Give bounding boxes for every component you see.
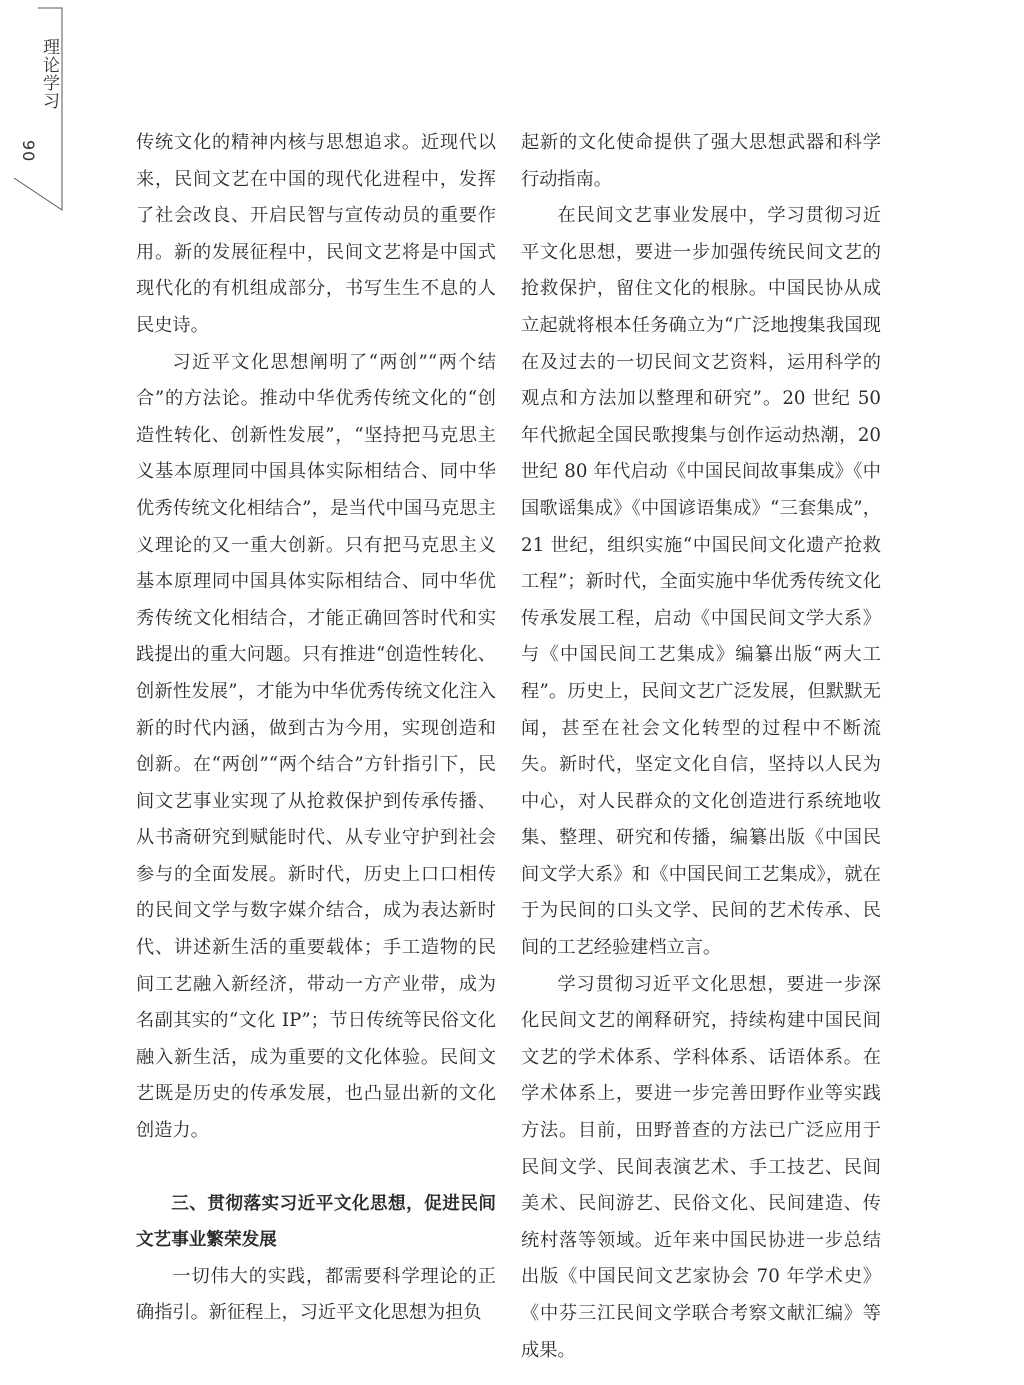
- left-paragraph-2: 习近平文化思想阐明了“两创”“两个结合”的方法论。推动中华优秀传统文化的“创造性转化、创新性发展”，“坚持把马克思主义基本原理同中国具体实际相结合、同中华优秀传统文化相结合”，是当代中国马克思主义理论的又一重大创新。只有把马克思主义基本原理同中国具体实际相结合、同中华优秀传统文化相结合，才能正确回答时代和实践提出的重大问题。只有推进“创造性转化、创新性发展”，才能为中华优秀传统文化注入新的时代内涵，做到古为今用，实现创造和创新。在“两创”“两个结合”方针指引下，民间文艺事业实现了从抢救保护到传承传播、从书斋研究到赋能时代、从专业守护到社会参与的全面发展。新时代，历史上口口相传的民间文学与数字媒介结合，成为表达新时代、讲述新生活的重要载体；手工造物的民间工艺融入新经济，带动一方产业带，成为名副其实的“文化 IP”；节日传统等民俗文化融入新生活，成为重要的文化体验。民间文艺既是历史的传承发展，也凸显出新的文化创造力。: [136, 351, 496, 1142]
- section-tab: [0, 0, 64, 212]
- section-heading: 三、贯彻落实习近平文化思想，促进民间文艺事业繁荣发展: [136, 1193, 496, 1251]
- page-number: 90: [19, 140, 38, 163]
- right-paragraph-3: 学习贯彻习近平文化思想，要进一步深化民间文艺的阐释研究，持续构建中国民间文艺的学术体系、学科体系、话语体系。在学术体系上，要进一步完善田野作业等实践方法。目前，田野普查的方法已广泛应用于民间文学、民间表演艺术、手工技艺、民间美术、民间游艺、民俗文化、民间建造、传统村落等领域。近年来中国民协进一步总结出版《中国民间文艺家协会 70 年学术史》《中芬三江民间文学联合考察文献汇编》等成果。: [521, 973, 881, 1361]
- left-paragraph-1: 传统文化的精神内核与思想追求。近现代以来，民间文艺在中国的现代化进程中，发挥了社会改良、开启民智与宣传动员的重要作用。新的发展征程中，民间文艺将是中国式现代化的有机组成部分，书写生生不息的人民史诗。: [136, 132, 496, 336]
- right-paragraph-2: 在民间文艺事业发展中，学习贯彻习近平文化思想，要进一步加强传统民间文艺的抢救保护，留住文化的根脉。中国民协从成立起就将根本任务确立为“广泛地搜集我国现在及过去的一切民间文艺资料，运用科学的观点和方法加以整理和研究”。20 世纪 50 年代掀起全国民歌搜集与创作运动热潮，20 世纪 80 年代启动《中国民间故事集成》《中国歌谣集成》《中国谚语集成》“三套集成”，21 世纪，组织实施“中国民间文化遗产抢救工程”；新时代，全面实施中华优秀传统文化传承发展工程，启动《中国民间文学大系》与《中国民间工艺集成》编纂出版“两大工程”。历史上，民间文艺广泛发展，但默默无闻，甚至在社会文化转型的过程中不断流失。新时代，坚定文化自信，坚持以人民为中心，对人民群众的文化创造进行系统地收集、整理、研究和传播，编纂出版《中国民间文学大系》和《中国民间工艺集成》，就在于为民间的口头文学、民间的艺术传承、民间的工艺经验建档立言。: [521, 205, 881, 959]
- left-paragraph-3: 一切伟大的实践，都需要科学理论的正确指引。新征程上，习近平文化思想为担负: [136, 1265, 496, 1324]
- section-label: 理论学习: [39, 38, 59, 110]
- right-paragraph-1: 起新的文化使命提供了强大思想武器和科学行动指南。: [521, 132, 881, 190]
- left-column: [136, 125, 496, 1332]
- right-column: [521, 125, 881, 1369]
